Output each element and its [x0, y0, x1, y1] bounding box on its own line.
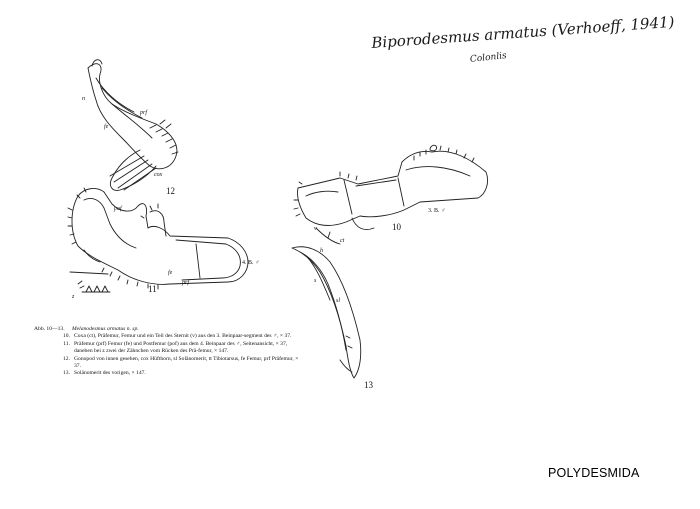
caption-item — [34, 333, 304, 340]
figure-number-10: 10 — [392, 222, 401, 232]
caption-item — [34, 370, 304, 377]
label-cox: cox — [154, 172, 163, 178]
label-prf: prf — [140, 110, 148, 116]
figure-number-13: 13 — [364, 380, 373, 390]
coxa-femur-drawing — [294, 145, 488, 244]
label-pof: pof — [114, 206, 122, 212]
caption-item-num: 11. — [63, 340, 70, 347]
caption-item — [34, 356, 304, 371]
caption-item-num: 12. — [63, 355, 70, 362]
label-sl: sl — [336, 298, 341, 304]
label-v: v — [314, 226, 317, 232]
label-fe: fe — [104, 124, 109, 130]
caption-heading-text: Melanodesmus armatus n. sp. — [72, 326, 139, 332]
label-ct: ct — [340, 238, 345, 244]
caption-item-text: Coxa (ct), Präfemur, Femur und ein Teil des Sternit (v) aus den 3. Beinpaar-segment des ♂, × 37. — [74, 333, 292, 340]
caption-item-text: Gonopod von innen gesehen, cox Hüfthorn, sl Solänomerit, tt Tibiotarsus, fe Femur, prf Präfemur, × 37. — [74, 355, 299, 370]
caption-heading-num: Abb. 10—13. — [34, 326, 65, 332]
gonopod-drawing — [88, 60, 178, 191]
label-z: z — [72, 294, 75, 300]
teeth-detail-drawing — [70, 272, 110, 292]
caption-item-num: 10. — [63, 333, 70, 340]
label-prf-leg: prf — [182, 280, 190, 286]
figure-number-11: 11 — [148, 284, 157, 294]
caption-item — [34, 341, 304, 356]
label-third-leg: 3. B. ♂ — [428, 208, 446, 214]
caption-item-num: 13. — [63, 370, 70, 377]
handwritten-species-name: Biporodesmus armatus (Verhoeff, 1941) — [370, 12, 675, 53]
handwritten-annotation: Colonlis — [469, 51, 508, 65]
figure-caption — [34, 326, 304, 378]
label-fourth-leg: 4. B. ♂ — [242, 260, 260, 266]
label-fe-leg: fe — [168, 270, 173, 276]
leg-segments-drawing — [68, 188, 248, 289]
label-h: h — [320, 248, 323, 254]
caption-item-text: Präfemur (prf) Femur (fe) und Postfemur (pof) aus dem 4. Beinpaar des ♂, Seitenansicht, × 37, daneben bei z zwei der Zähnchen vom Rücken des Prä-femur, × 147. — [74, 340, 288, 355]
figure-number-12: 12 — [166, 186, 175, 196]
label-s: s — [314, 278, 317, 284]
order-label: POLYDESMIDA — [548, 466, 640, 480]
caption-item-text: Solänomerit des vorigen, × 147. — [74, 370, 146, 377]
label-n: n — [82, 96, 85, 102]
